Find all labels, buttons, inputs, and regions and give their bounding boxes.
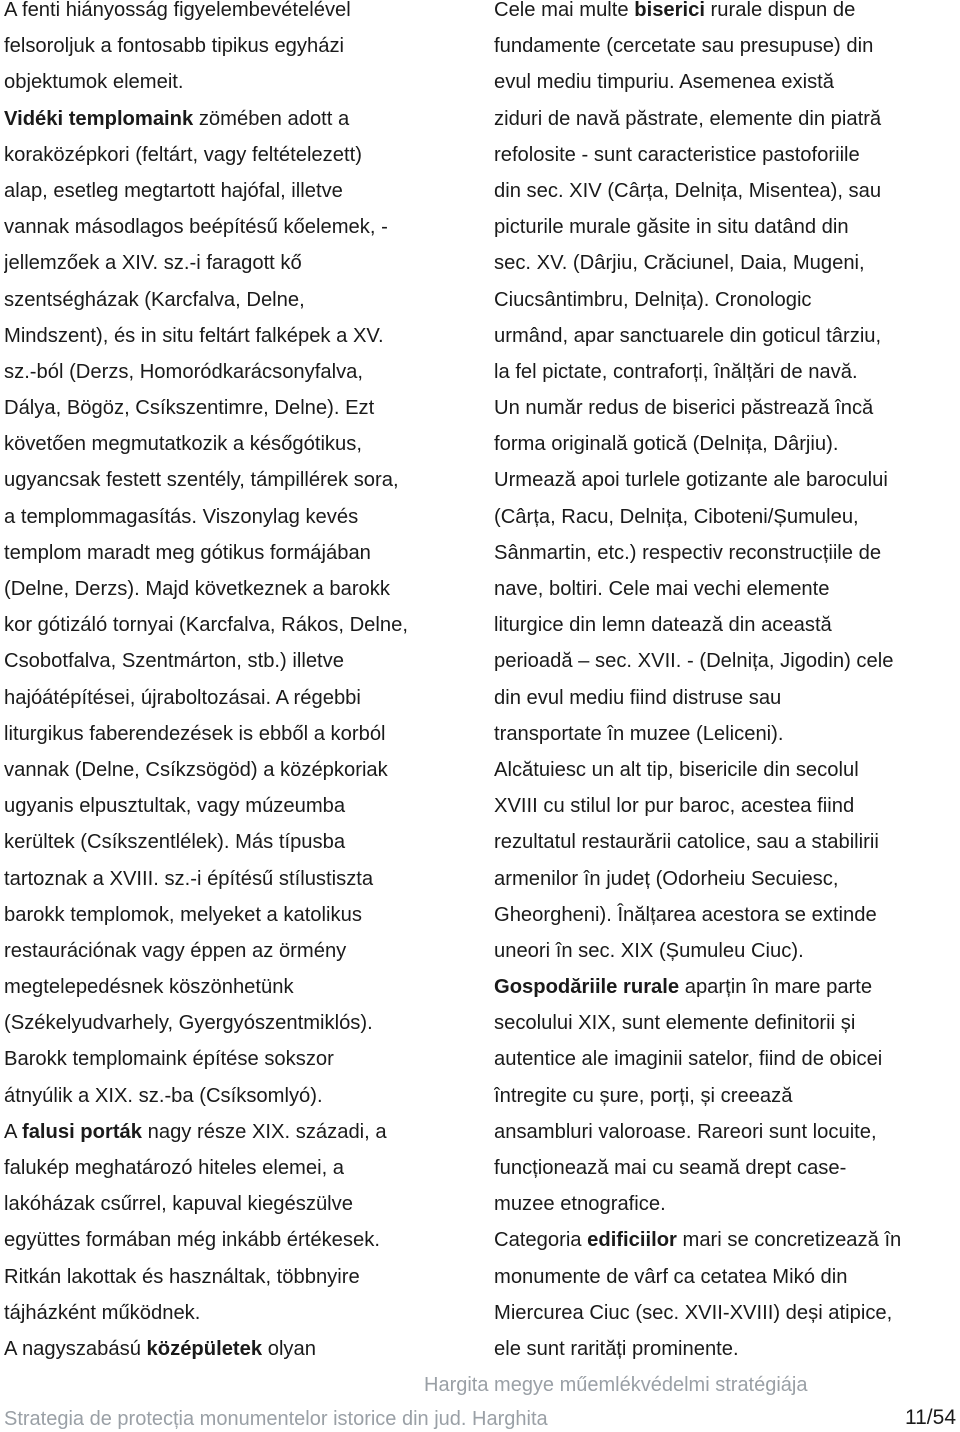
- text-line: transportate în muzee (Leliceni).: [494, 722, 784, 745]
- text-line: Un număr redus de biserici păstrează încă: [494, 397, 874, 420]
- text-line: (Delne, Derzs). Majd következnek a barokk: [4, 578, 390, 600]
- text-line: forma originală gotică (Delnița, Dârjiu).: [494, 433, 839, 456]
- text-line: fundamente (cercetate sau presupuse) din: [494, 35, 874, 58]
- text-line: (Cârța, Racu, Delnița, Ciboteni/Șumuleu,: [494, 505, 859, 528]
- text-line: Vidéki templomaink zömében adott a: [4, 107, 350, 130]
- text-line: falukép meghatározó hiteles elemei, a: [4, 1157, 345, 1179]
- text-line: perioadă – sec. XVII. - (Delnița, Jigodin) cele: [494, 650, 894, 673]
- text-line: szentségházak (Karcfalva, Delne,: [4, 288, 305, 311]
- text-line: koraközépkori (feltárt, vagy feltételezett): [4, 143, 362, 166]
- text-line: Cele mai multe biserici rurale dispun de: [494, 0, 856, 21]
- text-line: megtelepedésnek köszönhetünk: [4, 976, 294, 999]
- text-line: Ritkán lakottak és használtak, többnyire: [4, 1265, 360, 1288]
- text-line: Sânmartin, etc.) respectiv reconstrucțiile de: [494, 541, 882, 564]
- text-line: Barokk templomaink építése sokszor: [4, 1048, 334, 1071]
- text-line: tartoznak a XVIII. sz.-i építésű stílustiszta: [4, 867, 374, 890]
- text-line: din evul mediu fiind distruse sau: [494, 686, 782, 709]
- text-line: secolului XIX, sunt elemente definitorii și: [494, 1012, 856, 1035]
- text-line: din sec. XIV (Cârța, Delnița, Misentea), sau: [494, 179, 882, 202]
- text-line: sz.-ból (Derzs, Homoródkarácsonyfalva,: [4, 360, 364, 383]
- footer-romanian-title: Strategia de protecția monumentelor istorice din jud. Harghita: [4, 1408, 548, 1430]
- right-column-romanian: [494, 0, 960, 1367]
- text-line: templom maradt meg gótikus formájában: [4, 541, 371, 564]
- text-line: armenilor în județ (Odorheiu Secuiesc,: [494, 867, 839, 890]
- text-line: muzee etnografice.: [494, 1193, 666, 1216]
- text-line: rezultatul restaurării catolice, sau a stabilirii: [494, 831, 879, 854]
- text-line: ugyanis elpusztultak, vagy múzeumba: [4, 795, 346, 818]
- text-line: Categoria edificiilor mari se concretizează în: [494, 1229, 902, 1252]
- text-line: átnyúlik a XIX. sz.-ba (Csíksomlyó).: [4, 1084, 323, 1107]
- text-line: A nagyszabású középületek olyan: [4, 1337, 316, 1360]
- text-line: sec. XV. (Dârjiu, Crăciunel, Daia, Mugeni,: [494, 252, 865, 275]
- text-line: ele sunt rarități prominente.: [494, 1337, 739, 1360]
- text-line: liturgice din lemn datează din această: [494, 614, 832, 637]
- text-line: funcționează mai cu seamă drept case-: [494, 1157, 847, 1179]
- text-line: picturile murale găsite in situ datând din: [494, 216, 849, 239]
- text-line: evul mediu timpuriu. Asemenea există: [494, 71, 834, 94]
- footer-hungarian-title: Hargita megye műemlékvédelmi stratégiája: [424, 1374, 808, 1396]
- text-line: A falusi porták nagy része XIX. századi, a: [4, 1120, 387, 1143]
- text-line: ansambluri valoroase. Rareori sunt locuite,: [494, 1120, 877, 1143]
- text-line: vannak (Delne, Csíkzsögöd) a középkoriak: [4, 758, 388, 781]
- text-line: Dálya, Bögöz, Csíkszentimre, Delne). Ezt: [4, 397, 375, 420]
- text-line: objektumok elemeit.: [4, 71, 184, 94]
- text-line: Miercurea Ciuc (sec. XVII-XVIII) deși atipice,: [494, 1301, 893, 1324]
- left-column-hungarian: [4, 0, 470, 1367]
- text-line: refolosite - sunt caracteristice pastoforiile: [494, 143, 860, 166]
- page-number: 11/54: [905, 1406, 956, 1429]
- text-line: hajóátépítései, újraboltozásai. A régebbi: [4, 686, 361, 709]
- text-line: monumente de vârf ca cetatea Mikó din: [494, 1265, 848, 1288]
- text-line: kerültek (Csíkszentlélek). Más típusba: [4, 831, 346, 854]
- text-line: ugyancsak festett szentély, támpillérek sora,: [4, 469, 399, 492]
- text-line: Ciucsântimbru, Delnița). Cronologic: [494, 288, 812, 311]
- text-line: nave, boltiri. Cele mai vechi elemente: [494, 578, 830, 600]
- text-line: barokk templomok, melyeket a katolikus: [4, 903, 362, 926]
- text-line: Alcătuiesc un alt tip, bisericile din secolul: [494, 758, 859, 781]
- text-line: vannak másodlagos beépítésű kőelemek, -: [4, 216, 388, 239]
- text-line: felsoroljuk a fontosabb tipikus egyházi: [4, 35, 345, 58]
- text-line: jellemzőek a XIV. sz.-i faragott kő: [4, 252, 302, 275]
- text-line: întregite cu șure, porți, și creează: [494, 1084, 793, 1107]
- text-line: la fel pictate, contraforți, înălțări de navă.: [494, 360, 858, 383]
- text-line: Gheorgheni). Înălțarea acestora se extinde: [494, 903, 877, 926]
- text-line: urmând, apar sanctuarele din goticul târziu,: [494, 324, 882, 347]
- text-line: együttes formában még inkább értékesek.: [4, 1229, 380, 1252]
- text-line: Mindszent), és in situ feltárt falképek a XV.: [4, 324, 384, 347]
- text-line: autentice ale imaginii satelor, fiind de obicei: [494, 1048, 883, 1071]
- text-line: uneori în sec. XIX (Șumuleu Ciuc).: [494, 939, 804, 962]
- text-line: restaurációnak vagy éppen az örmény: [4, 939, 347, 962]
- text-line: A fenti hiányosság figyelembevételével: [4, 0, 351, 21]
- text-line: (Székelyudvarhely, Gyergyószentmiklós).: [4, 1012, 373, 1035]
- text-line: lakóházak csűrrel, kapuval kiegészülve: [4, 1193, 353, 1216]
- text-line: alap, esetleg megtartott hajófal, illetve: [4, 179, 343, 202]
- text-line: Urmează apoi turlele gotizante ale barocului: [494, 469, 888, 492]
- text-line: követően megmutatkozik a későgótikus,: [4, 433, 362, 456]
- text-line: Gospodăriile rurale aparțin în mare parte: [494, 976, 873, 999]
- text-line: XVIII cu stilul lor pur baroc, acestea fiind: [494, 795, 855, 818]
- text-line: Csobotfalva, Szentmárton, stb.) illetve: [4, 650, 344, 673]
- text-line: a templommagasítás. Viszonylag kevés: [4, 505, 359, 528]
- text-line: ziduri de navă păstrate, elemente din piatră: [494, 107, 882, 130]
- text-line: liturgikus faberendezések is ebből a korból: [4, 722, 386, 745]
- text-line: tájházként működnek.: [4, 1301, 201, 1324]
- text-line: kor gótizáló tornyai (Karcfalva, Rákos, Delne,: [4, 614, 408, 637]
